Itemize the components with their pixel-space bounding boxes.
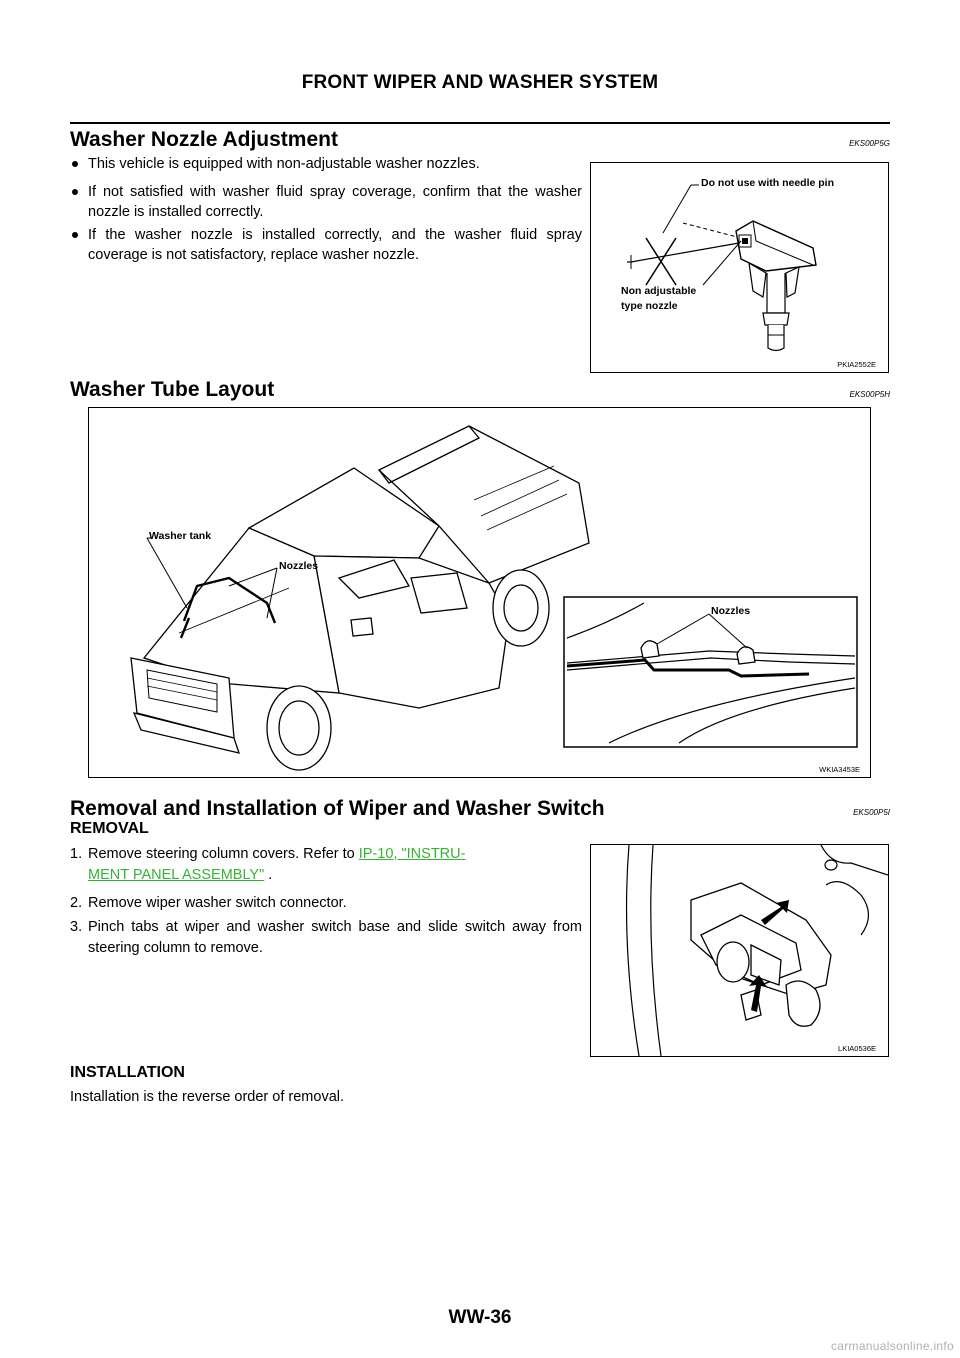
watermark: carmanualsonline.info <box>830 1339 954 1353</box>
figure-code: WKIA3453E <box>819 765 860 774</box>
bullet-item: If the washer nozzle is installed correctly, and the washer fluid spray coverage is not satisfactory, replace washer nozzle. <box>70 225 582 265</box>
figure-code: PKIA2552E <box>837 360 876 369</box>
header-rule <box>70 122 890 124</box>
switch-illustration <box>591 845 888 1056</box>
callout-inset-nozzles: Nozzles <box>711 605 751 617</box>
callout-washer-tank: Washer tank <box>149 530 212 542</box>
callout-nozzles: Nozzles <box>279 560 319 572</box>
subheading-removal: REMOVAL <box>70 820 149 837</box>
link-ip-10[interactable]: IP-10, "INSTRU- MENT PANEL ASSEMBLY" <box>88 846 466 883</box>
callout-type-nozzle: type nozzle <box>621 300 678 312</box>
page-header-title: FRONT WIPER AND WASHER SYSTEM <box>301 72 659 93</box>
bullet-dot-icon <box>72 232 78 238</box>
bullet-item: This vehicle is equipped with non-adjustable washer nozzles. <box>70 154 582 174</box>
bullet-item: If not satisfied with washer fluid spray coverage, confirm that the washer nozzle is installed correctly. <box>70 182 582 222</box>
bullet-dot-icon <box>72 189 78 195</box>
page-number: WW-36 <box>448 1307 512 1328</box>
subheading-installation: INSTALLATION <box>70 1064 185 1081</box>
truck-illustration <box>89 408 870 777</box>
bullet-dot-icon <box>72 161 78 167</box>
section-title-tube-layout: Washer Tube Layout <box>70 378 275 401</box>
callout-non-adjustable: Non adjustable <box>621 285 697 297</box>
figure-nozzle <box>590 162 889 373</box>
figure-switch <box>590 844 889 1057</box>
section-code-switch: EKS00P5I <box>853 808 890 817</box>
installation-text: Installation is the reverse order of removal. <box>70 1089 345 1105</box>
nozzle-illustration <box>591 163 888 372</box>
section-title-switch: Removal and Installation of Wiper and Washer Switch <box>70 797 605 820</box>
section-title-nozzle-adjustment: Washer Nozzle Adjustment <box>70 128 338 151</box>
section-code-tube-layout: EKS00P5H <box>849 390 890 399</box>
figure-tube-layout <box>88 407 871 778</box>
figure-code: LKIA0536E <box>838 1044 876 1053</box>
list-item: 3. Pinch tabs at wiper and washer switch base and slide switch away from steering column to remove. <box>70 919 582 956</box>
list-item: 2. Remove wiper washer switch connector. <box>70 895 347 911</box>
section-code-nozzle-adjustment: EKS00P5G <box>849 139 890 148</box>
callout-needle-pin: Do not use with needle pin <box>701 177 835 189</box>
list-item: 1. Remove steering column covers. Refer to IP-10, "INSTRU- MENT PANEL ASSEMBLY" . <box>70 846 466 883</box>
